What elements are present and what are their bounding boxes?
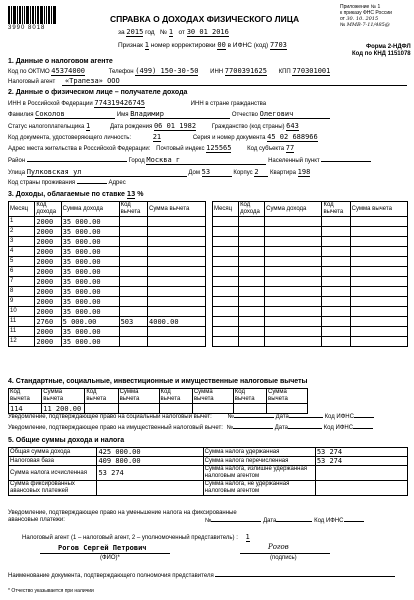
- income-cell: [148, 337, 206, 347]
- appendix-line1: Приложение № 1: [340, 4, 381, 10]
- income-cell: 7: [9, 277, 35, 287]
- income-row: [9, 307, 206, 317]
- correction-number: 00: [217, 41, 226, 49]
- income-cell: 35 000.00: [61, 217, 119, 227]
- income-cell: 10: [9, 307, 35, 317]
- income-row-empty: [213, 217, 408, 227]
- person-name-row: Фамилия Соколов Имя Владимир Отчество Олегович: [8, 110, 330, 119]
- house-value: 53: [202, 168, 232, 177]
- income-row: [9, 247, 206, 257]
- tax-base-label: Налоговая база: [9, 457, 97, 466]
- col-deduction-sum-r: Сумма вычета: [350, 202, 407, 217]
- income-cell: 2760: [35, 317, 61, 327]
- income-row: [9, 257, 206, 267]
- tax-overwithheld-value: [315, 466, 407, 481]
- agent-kpp: 770301001: [292, 67, 331, 75]
- ded-col3: Код вычета: [85, 389, 118, 404]
- income-cell: 2000: [35, 277, 61, 287]
- income-cell: 35 000.00: [61, 287, 119, 297]
- income-row-empty: [213, 317, 408, 327]
- income-cell: [119, 257, 147, 267]
- tax-transferred-value: 53 274: [315, 457, 407, 466]
- appendix-line2: к приказу ФНС России: [340, 10, 392, 16]
- agent-name: «Трапеза» ООО: [64, 77, 120, 85]
- income-cell: 2000: [35, 267, 61, 277]
- appendix-order: ММВ-7-11/485@: [346, 22, 390, 28]
- income-cell: 2000: [35, 227, 61, 237]
- section1-row: Код по ОКТМО 45374000 Телефон (499) 150-30-50 ИНН 7700391625 КПП 770301001: [8, 67, 331, 75]
- income-cell: [148, 287, 206, 297]
- report-year: 2015: [126, 28, 144, 36]
- income-cell: 35 000.00: [61, 257, 119, 267]
- agent-underline: [62, 85, 407, 86]
- income-cell: 35 000.00: [61, 327, 119, 337]
- income-row: [9, 327, 206, 337]
- oktmo-value: 45374000: [51, 67, 86, 75]
- person-doc-row: Код документа, удостоверяющего личность: 21 Серия и номер документа 45 02 688966: [8, 133, 318, 141]
- income-row: [9, 297, 206, 307]
- income-row: [9, 237, 206, 247]
- district-row: Район Город Москва г Населенный пункт: [8, 156, 371, 165]
- income-table-left: [8, 201, 206, 347]
- income-row: [9, 277, 206, 287]
- deductions-table: [8, 388, 308, 414]
- agent-row: Налоговый агент «Трапеза» ООО: [8, 77, 120, 85]
- address-row: Адрес места жительства в Российской Федерации: Почтовый индекс 125565 Код субъекта 77: [8, 144, 295, 152]
- income-cell: 2: [9, 227, 35, 237]
- income-row-empty: [213, 247, 408, 257]
- income-cell: [148, 217, 206, 227]
- income-cell: [119, 217, 147, 227]
- tax-not-withheld-value: [315, 481, 407, 496]
- col-deduction-sum: Сумма вычета: [148, 202, 206, 217]
- income-row: [9, 217, 206, 227]
- notice-property: Уведомление, подтверждающее право на имущественный налоговый вычет: № Дата Код ИФНС: [8, 425, 373, 432]
- income-cell: 2000: [35, 307, 61, 317]
- section4-title: 4. Стандартные, социальные, инвестиционные и имущественные налоговые вычеты: [8, 378, 308, 385]
- income-row: [9, 267, 206, 277]
- income-cell: 4000.00: [148, 317, 206, 327]
- income-row-empty: [213, 257, 408, 267]
- deduction-amount: 11 200.00: [42, 404, 85, 414]
- section3-title: 3. Доходы, облагаемые по ставке 13 %: [8, 190, 144, 198]
- income-cell: 35 000.00: [61, 267, 119, 277]
- income-row-empty: [213, 297, 408, 307]
- col-month: Месяц: [9, 202, 35, 217]
- income-cell: 35 000.00: [61, 227, 119, 237]
- signature-caption: (подпись): [270, 555, 297, 561]
- income-cell: 2000: [35, 287, 61, 297]
- tax-rate: 13: [126, 190, 136, 198]
- street-row: Улица Пулковская ул Дом 53 Корпус 2 Квартира 198: [8, 168, 311, 176]
- income-row-empty: [213, 227, 408, 237]
- country-row: Код страны проживания Адрес: [8, 180, 126, 186]
- income-cell: 35 000.00: [61, 247, 119, 257]
- tax-withheld-value: 53 274: [315, 448, 407, 457]
- income-cell: [119, 227, 147, 237]
- income-cell: 35 000.00: [61, 277, 119, 287]
- fixed-payments-value: [97, 481, 203, 496]
- col-income-sum: Сумма дохода: [61, 202, 119, 217]
- section1-title: 1. Данные о налоговом агенте: [8, 58, 113, 65]
- income-cell: 9: [9, 297, 35, 307]
- notice-fixed: Уведомление, подтверждающее право на уменьшение налога на фиксированные авансовые платежи:: [8, 510, 237, 523]
- ded-col4: Сумма вычета: [118, 389, 159, 404]
- income-cell: 11: [9, 317, 35, 327]
- authority-doc-row: Наименование документа, подтверждающего полномочия представителя: [8, 573, 395, 580]
- birth-date: 06 01 1982: [153, 122, 197, 130]
- income-cell: [148, 297, 206, 307]
- income-cell: 8: [9, 287, 35, 297]
- col-income-code-r: Код дохода: [239, 202, 265, 217]
- income-cell: [119, 337, 147, 347]
- income-cell: [148, 247, 206, 257]
- appendix-date: 30. 10. 2015: [346, 16, 379, 22]
- ded-col8: Сумма вычета: [267, 389, 308, 404]
- sign-value: 1: [144, 41, 149, 49]
- income-cell: 12: [9, 337, 35, 347]
- col-deduction-code: Код вычета: [119, 202, 147, 217]
- income-cell: [148, 227, 206, 237]
- income-row-empty: [213, 277, 408, 287]
- fixed-payments-label: Сумма фиксированных авансовых платежей: [9, 481, 97, 496]
- income-row-empty: [213, 307, 408, 317]
- col-income-code: Код дохода: [35, 202, 61, 217]
- income-cell: 503: [119, 317, 147, 327]
- document-title: СПРАВКА О ДОХОДАХ ФИЗИЧЕСКОГО ЛИЦА: [110, 14, 300, 24]
- person-inn-row: ИНН в Российской Федерации 774319426745 ИНН в стране гражданства: [8, 99, 267, 107]
- total-income-label: Общая сумма дохода: [9, 448, 97, 457]
- barcode-block: [8, 6, 57, 32]
- income-cell: [119, 267, 147, 277]
- signature-handwritten: Рогов: [268, 543, 289, 551]
- income-row: [9, 337, 206, 347]
- income-cell: [148, 327, 206, 337]
- signer-underline: [40, 553, 170, 554]
- zip-code: 125565: [206, 144, 232, 152]
- agent-type-row: Налоговый агент (1 – налоговый агент, 2 – уполномоченный представитель) : 1: [22, 533, 250, 541]
- barcode-graphic: [8, 6, 57, 24]
- section2-title: 2. Данные о физическом лице – получателе дохода: [8, 89, 188, 96]
- income-row-empty: [213, 327, 408, 337]
- col-income-sum-r: Сумма дохода: [265, 202, 322, 217]
- income-cell: 2000: [35, 217, 61, 227]
- income-cell: 2000: [35, 237, 61, 247]
- income-cell: 3: [9, 237, 35, 247]
- phone-value: (499) 150-30-50: [135, 67, 199, 75]
- income-cell: 6: [9, 267, 35, 277]
- doc-series: 45 02 688966: [267, 133, 318, 141]
- income-row: [9, 287, 206, 297]
- report-date: 30 01 2016: [186, 28, 229, 36]
- income-row-empty: [213, 287, 408, 297]
- income-cell: [148, 307, 206, 317]
- header-year-row: за 2015 год № 1 от 30 01 2016: [118, 28, 229, 36]
- city-value: Москва г: [146, 156, 266, 165]
- income-cell: 4: [9, 247, 35, 257]
- tax-transferred-label: Сумма налога перечисленная: [203, 457, 315, 466]
- report-number: 1: [168, 28, 174, 36]
- region-code: 77: [285, 144, 295, 152]
- income-cell: [119, 237, 147, 247]
- income-cell: 1: [9, 217, 35, 227]
- income-row: [9, 227, 206, 237]
- income-cell: [119, 307, 147, 317]
- income-cell: 5: [9, 257, 35, 267]
- income-row-empty: [213, 237, 408, 247]
- income-cell: 2000: [35, 297, 61, 307]
- income-cell: 2000: [35, 247, 61, 257]
- section5-title: 5. Общие суммы дохода и налога: [8, 437, 125, 444]
- income-row: [9, 317, 206, 327]
- income-cell: 2000: [35, 337, 61, 347]
- ded-col1: Код вычета: [9, 389, 42, 404]
- income-cell: 11: [9, 327, 35, 337]
- fio-caption: (ФИО)*: [100, 555, 120, 561]
- form-code: Форма 2-НДФЛ Код по КНД 1151078: [352, 44, 411, 57]
- person-status-row: Статус налогоплательщика 1 Дата рождения 06 01 1982 Гражданство (код страны) 643: [8, 122, 299, 130]
- doc-code: 21: [152, 133, 162, 141]
- corp-value: 2: [254, 168, 268, 177]
- total-income-value: 425 000.00: [97, 448, 203, 457]
- first-name: Владимир: [130, 110, 230, 119]
- citizenship-code: 643: [286, 122, 299, 130]
- middle-name: Олегович: [260, 110, 330, 119]
- income-cell: [148, 277, 206, 287]
- flat-value: 198: [297, 168, 311, 176]
- income-cell: 35 000.00: [61, 337, 119, 347]
- income-cell: 35 000.00: [61, 307, 119, 317]
- income-cell: [119, 327, 147, 337]
- agent-inn: 7700391625: [224, 67, 267, 75]
- income-cell: [148, 267, 206, 277]
- header-sign-row: Признак 1 номер корректировки 00 в ИФНС (код) 7703: [118, 41, 287, 49]
- tax-not-withheld-label: Сумма налога, не удержанная налоговым агентом: [203, 481, 315, 496]
- tax-calculated-value: 53 274: [97, 466, 203, 481]
- ded-col6: Сумма вычета: [192, 389, 233, 404]
- ded-col7: Код вычета: [233, 389, 266, 404]
- col-deduction-code-r: Код вычета: [322, 202, 350, 217]
- income-cell: [148, 257, 206, 267]
- income-cell: 35 000.00: [61, 237, 119, 247]
- income-cell: 2000: [35, 327, 61, 337]
- tax-withheld-label: Сумма налога удержанная: [203, 448, 315, 457]
- ded-col5: Код вычета: [159, 389, 192, 404]
- income-cell: 2000: [35, 257, 61, 267]
- ifns-code: 7703: [270, 41, 287, 49]
- totals-table: [8, 447, 408, 496]
- person-inn: 774319426745: [94, 99, 145, 107]
- tax-calculated-label: Сумма налога исчисленная: [9, 466, 97, 481]
- income-cell: [119, 277, 147, 287]
- income-table-right: [212, 201, 408, 347]
- income-cell: 5 000.00: [61, 317, 119, 327]
- tax-overwithheld-label: Сумма налога, излишне удержанная налоговым агентом: [203, 466, 315, 481]
- status-value: 1: [86, 122, 91, 130]
- col-month-r: Месяц: [213, 202, 239, 217]
- notice-social: Уведомление, подтверждающее право на социальный налоговый вычет: № Дата Код ИФНС: [8, 414, 374, 421]
- signer-name: Рогов Сергей Петрович: [58, 544, 147, 552]
- income-cell: 35 000.00: [61, 297, 119, 307]
- income-cell: [119, 287, 147, 297]
- last-name: Соколов: [35, 110, 115, 119]
- deduction-code: 114: [9, 404, 42, 414]
- income-row-empty: [213, 267, 408, 277]
- appendix-note: [340, 4, 392, 28]
- agent-type-value: 1: [245, 533, 250, 541]
- street-value: Пулковская ул: [27, 168, 187, 177]
- income-row-empty: [213, 337, 408, 347]
- tax-base-value: 409 800.00: [97, 457, 203, 466]
- income-cell: [119, 247, 147, 257]
- appendix-line4: № ММВ-7-11/485@: [340, 22, 390, 28]
- barcode-number: 3990 8018: [8, 25, 46, 31]
- income-cell: [148, 237, 206, 247]
- footnote: * Отчество указывается при наличии: [8, 588, 94, 594]
- signature-underline: [240, 553, 330, 554]
- notice-fixed-fields: № Дата Код ИФНС: [205, 518, 364, 525]
- income-cell: [119, 297, 147, 307]
- appendix-line3: от 30. 10. 2015: [340, 16, 379, 22]
- ded-col2: Сумма вычета: [42, 389, 85, 404]
